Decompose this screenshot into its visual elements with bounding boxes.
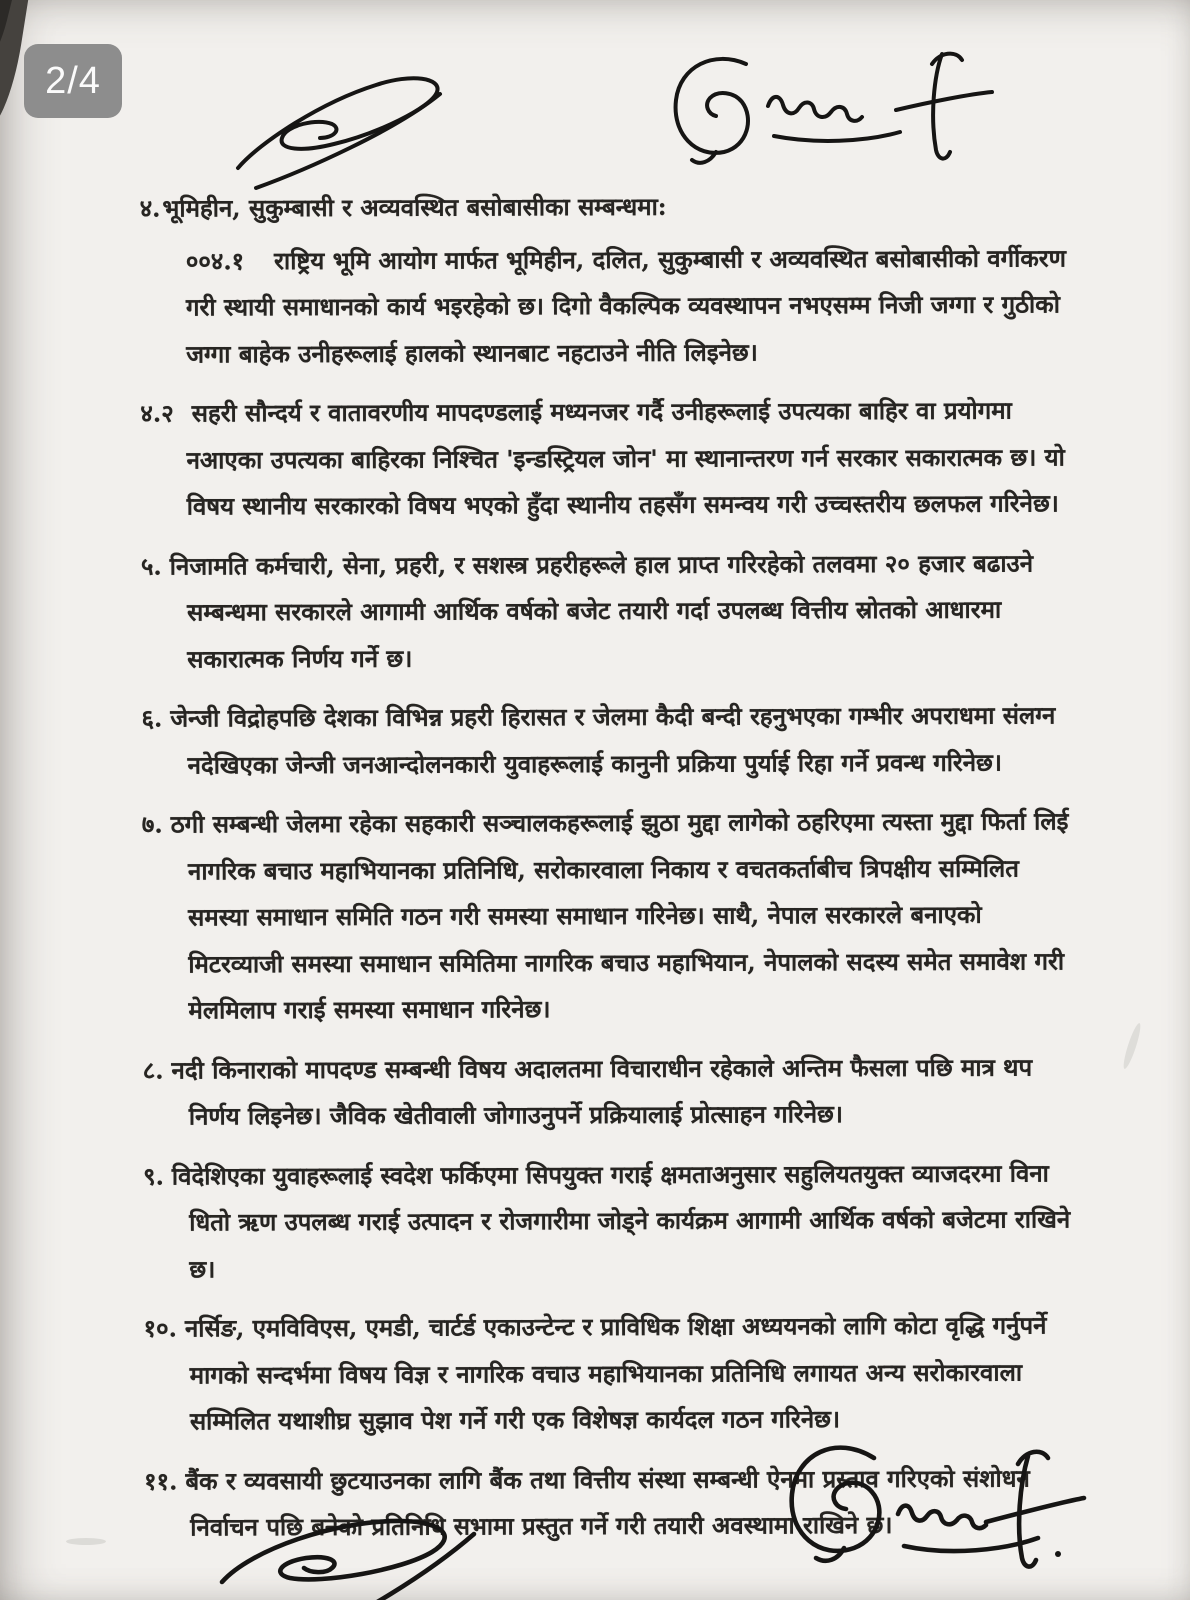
list-item-7 — [142, 798, 1083, 1034]
item-8-number: ८. — [142, 1055, 164, 1085]
list-item-5 — [141, 540, 1081, 683]
item-10-text: नर्सिङ, एमविविएस, एमडी, चार्टर्ड एकाउन्टेन्ट र प्राविधिक शिक्षा अध्ययनको लागि कोटा वृद्धि गर्नुपर्ने मागको सन्दर्भमा विषय विज्ञ र नागरिक वचाउ महाभियानका प्रतिनिधि लगायत अन्य सरोकारवाला सम्मिलित यथाशीघ्र सुझाव पेश गर्ने गरी एक विशेषज्ञ कार्यदल गठन गरिनेछ। — [184, 1310, 1047, 1436]
clause-4-2-number: ४.२ — [140, 398, 174, 428]
list-item-9 — [143, 1150, 1083, 1293]
signature-devanagari-top-right-icon — [650, 48, 995, 170]
section-4-heading-text: भूमिहीन, सुकुम्बासी र अव्यवस्थित बसोबासीका सम्बन्धमा: — [162, 191, 667, 223]
item-11-text: बैंक र व्यवसायी छुटयाउनका लागि बैंक तथा वित्तीय संस्था सम्बन्धी ऐनमा प्रस्ताव गरिएको संशोधन निर्वाचन पछि बनेको प्रतिनिधि सभामा प्रस्तुत गर्ने गरी तयारी अवस्थामा राखिने छ। — [185, 1463, 1030, 1542]
item-11-number: ११. — [144, 1466, 178, 1496]
item-9-text: विदेशिएका युवाहरूलाई स्वदेश फर्किएमा सिपयुक्त गराई क्षमताअनुसार सहुलियतयुक्त व्याजदरमा विना धितो ऋण उपलब्ध गराई उत्पादन र रोजगारीमा जोड्ने कार्यक्रम आगामी आर्थिक वर्षको बजेटमा राखिने छ। — [171, 1157, 1071, 1283]
item-5-number: ५. — [140, 551, 162, 581]
clause-4-2 — [140, 387, 1080, 530]
list-item-11 — [144, 1455, 1084, 1551]
item-6-text: जेन्जी विद्रोहपछि देशका विभिन्न प्रहरी हिरासत र जेलमा कैदी बन्दी रहनुभएका गम्भीर अपराधमा संलग्न नदेखिएका जेन्जी जनआन्दोलनकारी युवाहरूलाई कानुनी प्रक्रिया पुर्याई रिहा गर्ने प्रवन्ध गरिनेछ। — [170, 700, 1056, 779]
section-4-heading — [140, 182, 1080, 232]
item-9-number: ९. — [143, 1161, 164, 1191]
document-body — [140, 182, 1085, 1564]
item-10-number: १०. — [143, 1313, 177, 1343]
clause-004-1 — [186, 235, 1080, 378]
scan-smudge — [1121, 1022, 1143, 1070]
section-4-number: ४. — [139, 193, 161, 223]
item-8-text: नदी किनाराको मापदण्ड सम्बन्धी विषय अदालतमा विचाराधीन रहेकाले अन्तिम फैसला पछि मात्र थप निर्णय लिइनेछ। जैविक खेतीवाली जोगाउनुपर्ने प्रक्रियालाई प्रोत्साहन गरिनेछ। — [171, 1052, 1033, 1131]
item-5-text: निजामति कर्मचारी, सेना, प्रहरी, र सशस्त्र प्रहरीहरूले हाल प्राप्त गरिरहेको तलवमा २० हजार बढाउने सम्बन्धमा सरकारले आगामी आर्थिक वर्षको बजेट तयारी गर्दा उपलब्ध वित्तीय स्रोतको आधारमा सकारात्मक निर्णय गर्ने छ। — [169, 548, 1034, 673]
item-7-text: ठगी सम्बन्धी जेलमा रहेका सहकारी सञ्चालकहरूलाई झुठा मुद्दा लागेको ठहरिएमा त्यस्ता मुद्दा फिर्ता लिई नागरिक बचाउ महाभियानका प्रतिनिधि, सरोकारवाला निकाय र वचतकर्ताबीच त्रिपक्षीय सम्मिलित समस्या समाधान समिति गठन गरी समस्या समाधान गरिनेछ। साथै, नेपाल सरकारले बनाएको मिटरव्याजी समस्या समाधान समितिमा नागरिक बचाउ महाभियान, नेपालको सदस्य समेत समावेश गरी मेलमिलाप गराई समस्या समाधान गरिनेछ। — [170, 806, 1069, 1025]
item-6-number: ६. — [141, 703, 163, 733]
list-item-6 — [141, 692, 1081, 788]
page-number-badge: 2/4 — [24, 44, 122, 118]
signature-flourish-top-left-icon — [226, 70, 452, 192]
clause-004-1-text: राष्ट्रिय भूमि आयोग मार्फत भूमिहीन, दलित, सुकुम्बासी र अव्यवस्थित बसोबासीको वर्गीकरण गरी स्थायी समाधानको कार्य भइरहेको छ। दिगो वैकल्पिक व्यवस्थापन नभएसम्म निजी जग्गा र गुठीको जग्गा बाहेक उनीहरूलाई हालको स्थानबाट नहटाउने नीति लिइनेछ। — [185, 242, 1066, 368]
list-item-10 — [144, 1302, 1084, 1445]
scan-smudge — [66, 1538, 106, 1545]
clause-004-1-number: ००४.१ — [185, 245, 245, 275]
clause-4-2-text: सहरी सौन्दर्य र वातावरणीय मापदण्डलाई मध्यनजर गर्दै उनीहरूलाई उपत्यका बाहिर वा प्रयोगमा नआएका उपत्यका बाहिरका निश्चित 'इन्डस्ट्रियल जोन' मा स्थानान्तरण गर्न सरकार सकारात्मक छ। यो विषय स्थानीय सरकारको विषय भएको हुँदा स्थानीय तहसँग समन्वय गरी उच्चस्तरीय छलफल गरिनेछ। — [186, 395, 1065, 521]
list-item-8 — [143, 1044, 1083, 1140]
item-7-number: ७. — [141, 809, 163, 839]
